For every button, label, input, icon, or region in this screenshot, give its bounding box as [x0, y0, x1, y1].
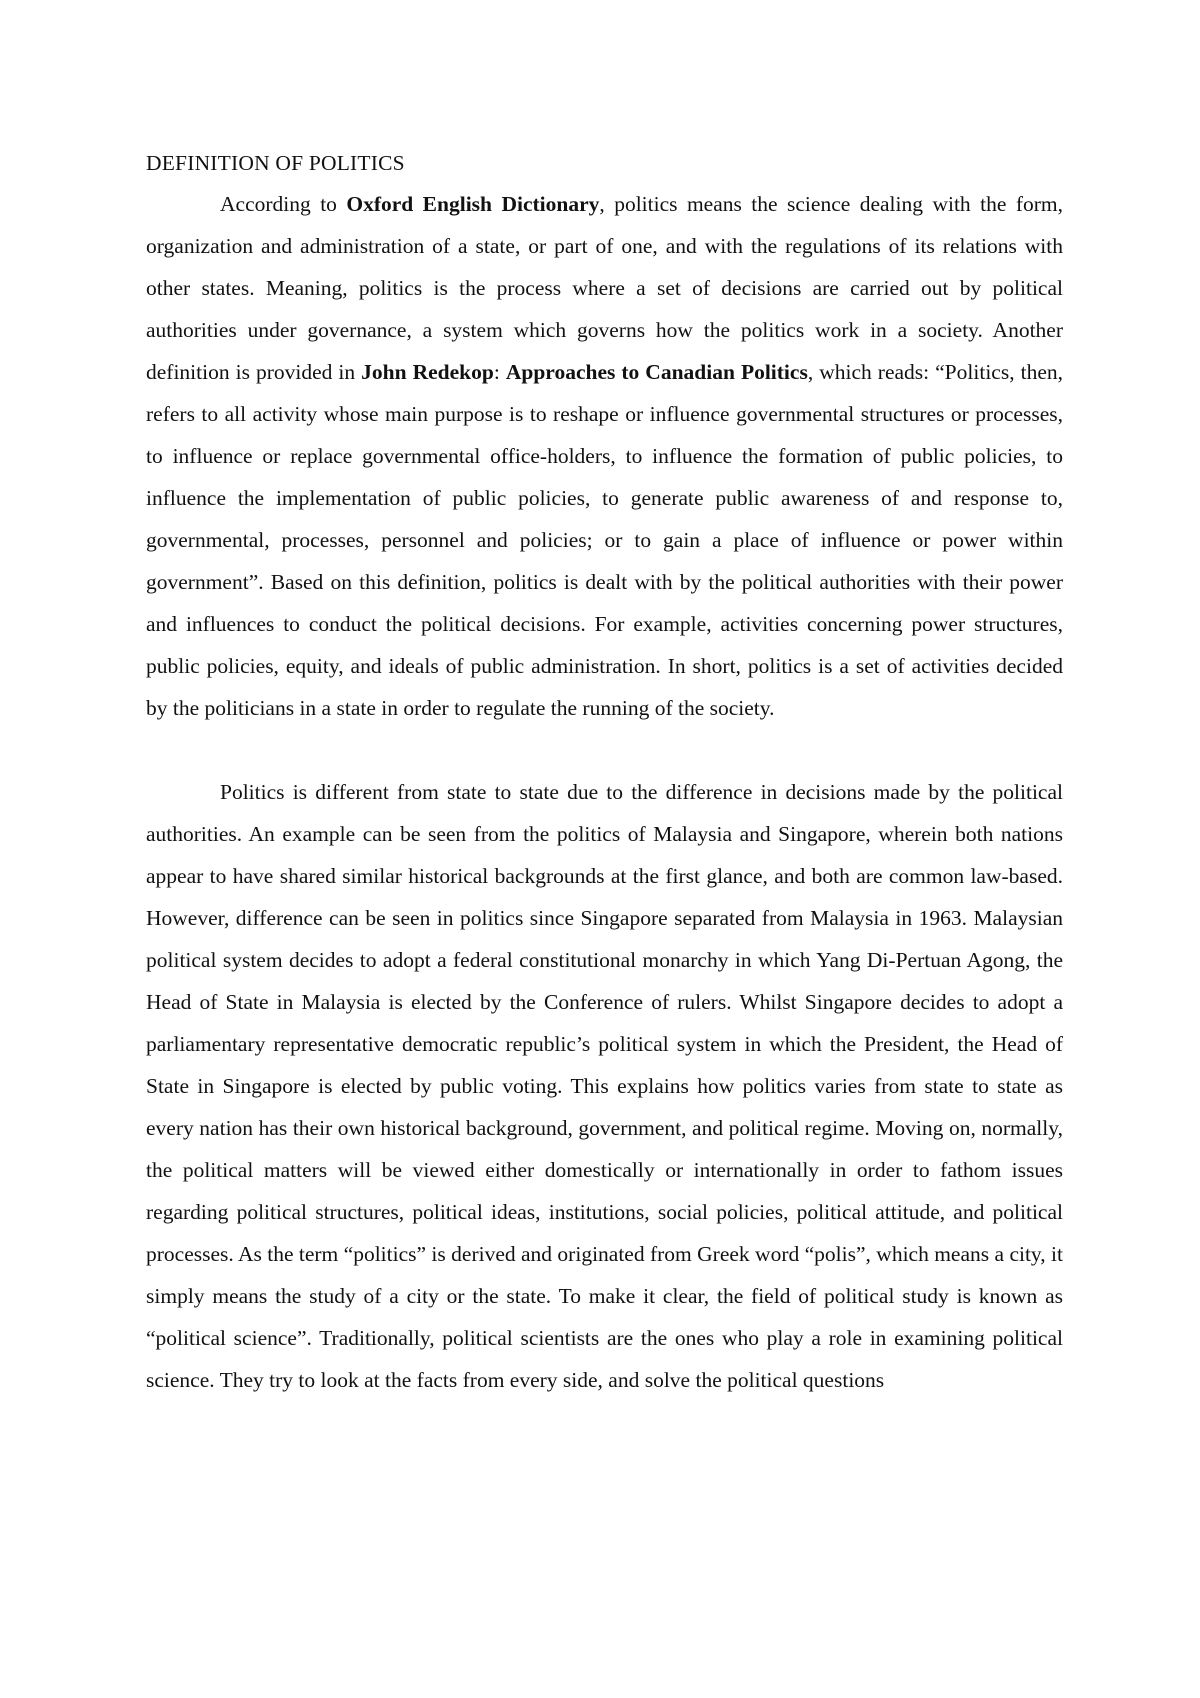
- john-redekop-ref: John Redekop: [361, 360, 494, 384]
- paragraph-1-text-1: According to: [220, 192, 347, 216]
- page-title: DEFINITION OF POLITICS: [146, 151, 405, 175]
- document-body: [146, 143, 1063, 1401]
- approaches-to-canadian-politics-ref: Approaches to Canadian Politics: [505, 360, 808, 384]
- paragraph-1: [146, 183, 1063, 729]
- oxford-english-dictionary-ref: Oxford English Dictionary: [346, 192, 600, 216]
- paragraph-1-text-2: , politics means the science dealing with the form, organization and administration of a state, or part of one, and with the regulations of its relations with other states. Meaning, politics is the process where a set of decisions are carried out by political authorities under governance, a system which governs how the politics work in a society. Another definition is provided in: [146, 192, 1063, 384]
- paragraph-2: Politics is different from state to state due to the difference in decisions made by the political authorities. An example can be seen from the politics of Malaysia and Singapore, wherein both nations appear to have shared similar historical backgrounds at the first glance, and both are common law-based. However, difference can be seen in politics since Singapore separated from Malaysia in 1963. Malaysian political system decides to adopt a federal constitutional monarchy in which Yang Di-Pertuan Agong, the Head of State in Malaysia is elected by the Conference of rulers. Whilst Singapore decides to adopt a parliamentary representative democratic republic’s political system in which the President, the Head of State in Singapore is elected by public voting. This explains how politics varies from state to state as every nation has their own historical background, government, and political regime. Moving on, normally, the political matters will be viewed either domestically or internationally in order to fathom issues regarding political structures, political ideas, institutions, social policies, political attitude, and political processes. As the term “politics” is derived and originated from Greek word “polis”, which means a city, it simply means the study of a city or the state. To make it clear, the field of political study is known as “political science”. Traditionally, political scientists are the ones who play a role in examining political science. They try to look at the facts from every side, and solve the political questions: [146, 780, 1063, 1392]
- paragraph-1-text-4: , which reads: “Politics, then, refers to all activity whose main purpose is to reshape or influence governmental structures or processes, to influence or replace governmental office-holders, to influence the formation of public policies, to influence the implementation of public policies, to generate public awareness of and response to, governmental, processes, personnel and policies; or to gain a place of influence or power within government”. Based on this definition, politics is dealt with by the political authorities with their power and influences to conduct the political decisions. For example, activities concerning power structures, public policies, equity, and ideals of public administration. In short, politics is a set of activities decided by the politicians in a state in order to regulate the running of the society.: [146, 360, 1063, 720]
- paragraph-1-text-3: :: [493, 360, 506, 384]
